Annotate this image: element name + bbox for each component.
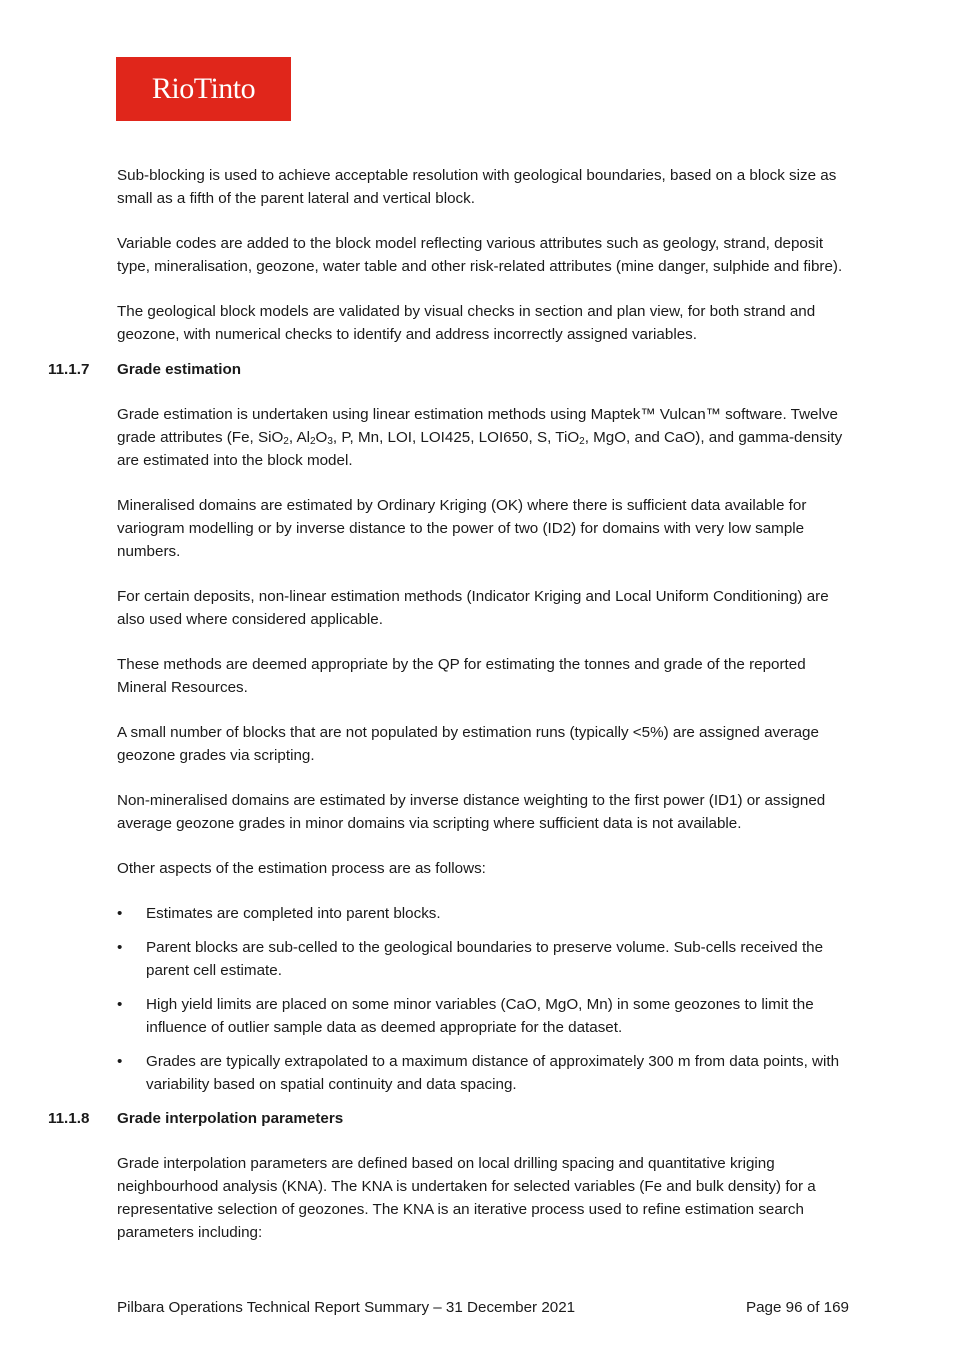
paragraph-non-mineralised: Non-mineralised domains are estimated by inverse distance weighting to the first power (ID1) or assigned average geozone grades in minor domains via scripting where sufficient data is not available. [117, 792, 826, 832]
paragraph-non-linear: For certain deposits, non-linear estimation methods (Indicator Kriging and Local Uniform Conditioning) are also used where considered applicable. [117, 588, 829, 628]
bullet-icon: • [117, 905, 123, 922]
paragraph-sub-blocking: Sub-blocking is used to achieve acceptable resolution with geological boundaries, based on a block size as small as a fifth of the parent lateral and vertical block. [117, 167, 837, 207]
paragraph-variable-codes: Variable codes are added to the block model reflecting various attributes such as geology, strand, deposit type, mineralisation, geozone, water table and other risk-related attributes (mine danger, sulphide and fibre). [117, 235, 843, 275]
page-content [48, 164, 852, 1266]
list-item: • Grades are typically extrapolated to a maximum distance of approximately 300 m from data points, with variability based on spatial continuity and data spacing. [117, 1050, 852, 1096]
paragraph-grade-interpolation: Grade interpolation parameters are defined based on local drilling spacing and quantitative kriging neighbourhood analysis (KNA). The KNA is undertaken for selected variables (Fe and bulk density) for a representative selection of geozones. The KNA is an iterative process used to refine estimation search parameters including: [117, 1155, 816, 1241]
section-title: Grade interpolation parameters [117, 1110, 344, 1127]
estimation-aspects-list [117, 902, 852, 1096]
section-grade-estimation [48, 358, 852, 1096]
list-item: • High yield limits are placed on some minor variables (CaO, MgO, Mn) in some geozones to limit the influence of outlier sample data as deemed appropriate for the dataset. [117, 993, 852, 1039]
footer-page-number: Page 96 of 169 [745, 1299, 849, 1316]
bullet-icon: • [117, 939, 123, 956]
paragraph-ordinary-kriging: Mineralised domains are estimated by Ordinary Kriging (OK) where there is sufficient data available for variogram modelling or by inverse distance to the power of two (ID2) for domains with very low sample numbers. [117, 497, 807, 560]
list-item: • Estimates are completed into parent blocks. [117, 902, 852, 925]
paragraph-grade-estimation-intro: Grade estimation is undertaken using linear estimation methods using Maptek™ Vulcan™ software. Twelve grade attributes (Fe, SiO$_2$, $Al_2O_3$, P, Mn, LOI, LOI425, LOI650, S, TiO$_2$, MgO, and CaO), and gamma-density are estimated into the block model. [117, 406, 843, 469]
paragraph-other-aspects: Other aspects of the estimation process are as follows: [117, 860, 486, 877]
section-title: Grade estimation [117, 361, 242, 378]
footer-report-title: Pilbara Operations Technical Report Summary – 31 December 2021 [117, 1299, 576, 1316]
paragraph-unpopulated-blocks: A small number of blocks that are not populated by estimation runs (typically <5%) are assigned average geozone grades via scripting. [117, 724, 819, 764]
paragraph-validation: The geological block models are validated by visual checks in section and plan view, for both strand and geozone, with numerical checks to identify and address incorrectly assigned variables. [117, 303, 816, 343]
section-number: 11.1.8 [48, 1110, 90, 1127]
logo-text: RioTinto [151, 72, 256, 105]
paragraph-qp-methods: These methods are deemed appropriate by the QP for estimating the tonnes and grade of the reported Mineral Resources. [117, 656, 806, 696]
section-number: 11.1.7 [48, 361, 90, 378]
bullet-icon: • [117, 996, 123, 1013]
bullet-icon: • [117, 1053, 123, 1070]
list-item: • Parent blocks are sub-celled to the geological boundaries to preserve volume. Sub-cells received the parent cell estimate. [117, 936, 852, 982]
rio-tinto-logo [116, 57, 291, 121]
section-grade-interpolation [48, 1107, 852, 1244]
page-footer [117, 1299, 849, 1316]
